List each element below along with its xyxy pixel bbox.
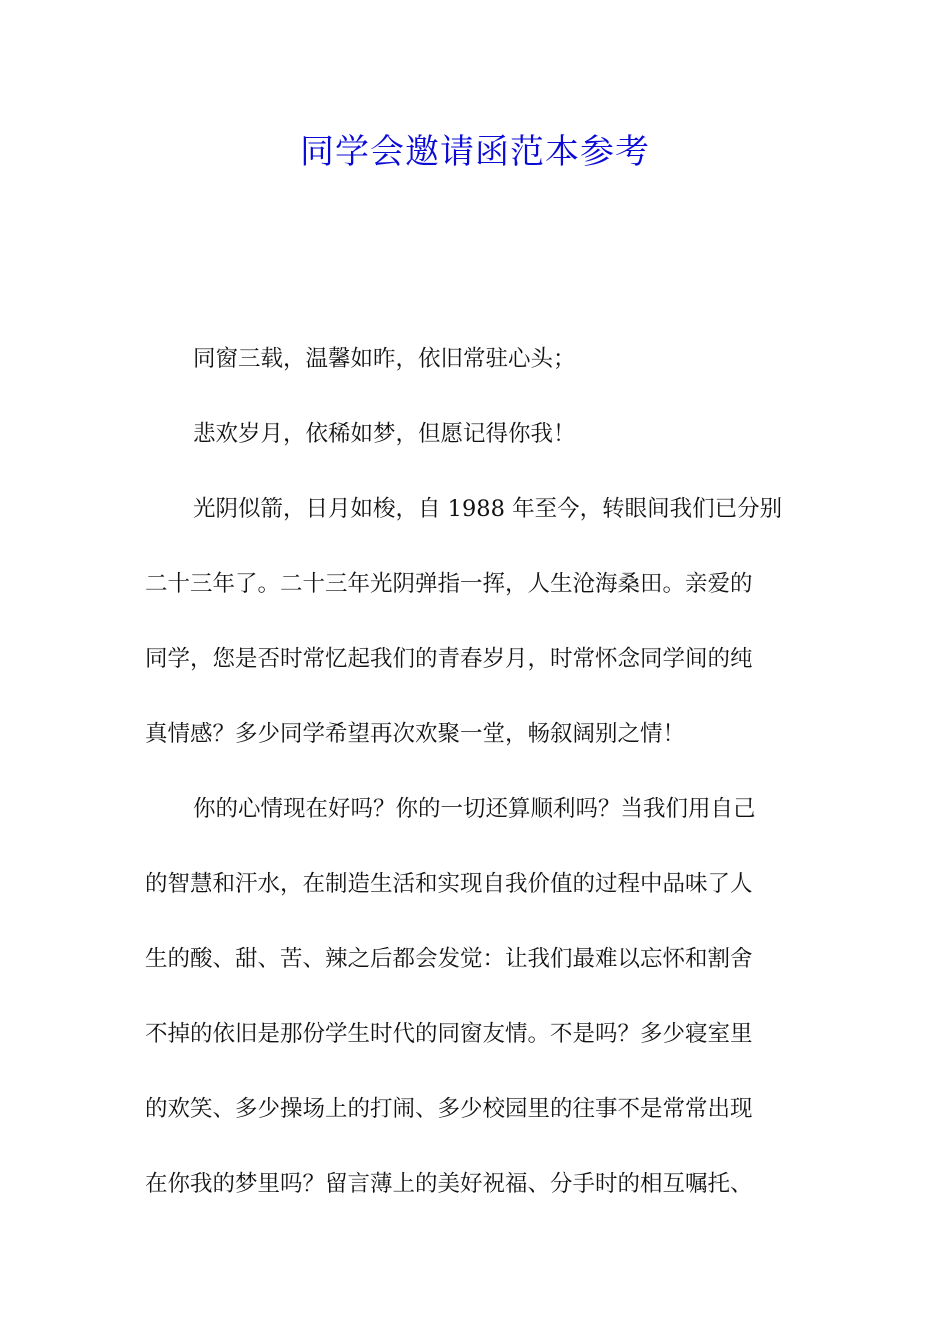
paragraph-line: 你的心情现在好吗？你的一切还算顺利吗？当我们用自己 (193, 796, 756, 822)
paragraph-line: 二十三年了。二十三年光阴弹指一挥，人生沧海桑田。亲爱的 (145, 571, 753, 597)
paragraph-line: 同学，您是否时常忆起我们的青春岁月，时常怀念同学间的纯 (145, 646, 753, 672)
paragraph-line: 悲欢岁月，依稀如梦，但愿记得你我！ (193, 421, 576, 447)
document-body (145, 322, 805, 1222)
paragraph-4 (145, 772, 805, 1222)
paragraph-line: 真情感？多少同学希望再次欢聚一堂，畅叙阔别之情！ (145, 721, 686, 747)
paragraph-line: 的欢笑、多少操场上的打闹、多少校园里的往事不是常常出现 (145, 1096, 753, 1122)
paragraph-line: 生的酸、甜、苦、辣之后都会发觉：让我们最难以忘怀和割舍 (145, 946, 753, 972)
paragraph-1 (145, 322, 805, 397)
paragraph-line: 同窗三载，温馨如昨，依旧常驻心头； (193, 346, 576, 372)
paragraph-line: 光阴似箭，日月如梭，自 1988 年至今，转眼间我们已分别 (193, 496, 783, 522)
paragraph-3 (145, 472, 805, 772)
document-title: 同学会邀请函范本参考 (300, 132, 650, 172)
paragraph-line: 不掉的依旧是那份学生时代的同窗友情。不是吗？多少寝室里 (145, 1021, 753, 1047)
paragraph-line: 在你我的梦里吗？留言薄上的美好祝福、分手时的相互嘱托、 (145, 1171, 753, 1197)
paragraph-2 (145, 397, 805, 472)
paragraph-line: 的智慧和汗水，在制造生活和实现自我价值的过程中品味了人 (145, 871, 753, 897)
